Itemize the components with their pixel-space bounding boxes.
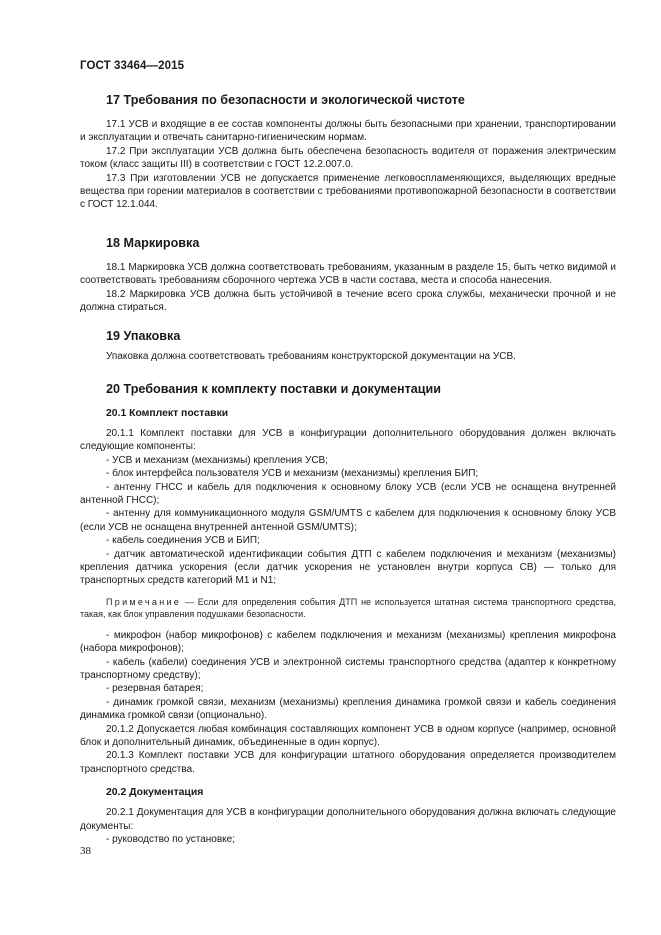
paragraph-17-1: 17.1 УСВ и входящие в ее состав компоненты должны быть безопасными при хранении, транспортировании и эксплуатации и отвечать санитарно-гигиеническим нормам.	[80, 119, 616, 144]
list-item: - резервная батарея;	[106, 683, 204, 695]
paragraph-19: Упаковка должна соответствовать требованиям конструкторской документации на УСВ.	[106, 351, 516, 363]
paragraph-20-1-2: 20.1.2 Допускается любая комбинация составляющих компонент УСВ в одном корпусе (например, основной блок и дополнительный динамик, объединенные в один корпус).	[80, 723, 616, 748]
list-item: - кабель соединения УСВ и БИП;	[106, 535, 260, 547]
document-code: ГОСТ 33464—2015	[80, 60, 185, 72]
page-number: 38	[80, 845, 91, 857]
section-17-title: 17 Требования по безопасности и экологической чистоте	[106, 93, 465, 107]
list-item: - блок интерфейса пользователя УСВ и механизм (механизмы) крепления БИП;	[106, 468, 479, 480]
list-item: - УСВ и механизм (механизмы) крепления УСВ;	[106, 454, 329, 466]
list-item: - динамик громкой связи, механизм (механизмы) крепления динамика громкой связи и кабель соединения динамика громкой связи (опционально).	[80, 696, 616, 722]
list-item: - руководство по установке;	[106, 834, 235, 846]
list-item: - датчик автоматической идентификации события ДТП с кабелем подключения и механизм (механизмы) крепления датчика ускорения (если датчик ускорения не установлен внутри корпуса СВ) — только для транспортных средств категорий М1 и N1;	[80, 548, 616, 587]
subsection-20-2-title: 20.2 Документация	[106, 787, 204, 799]
paragraph-20-1-1: 20.1.1 Комплект поставки для УСВ в конфигурации дополнительного оборудования должен включать следующие компоненты:	[80, 427, 616, 453]
paragraph-18-1: 18.1 Маркировка УСВ должна соответствовать требованиям, указанным в разделе 15, быть четко видимой и соответствовать требованиям сборочного чертежа УСВ в части состава, места и способа нанесения.	[80, 261, 616, 287]
paragraph-17-2: 17.2 При эксплуатации УСВ должна быть обеспечена безопасность водителя от поражения электрическим током (класс защиты III) в соответствии с ГОСТ 12.2.007.0.	[80, 145, 616, 171]
paragraph-20-1-3: 20.1.3 Комплект поставки УСВ для конфигурации штатного оборудования определяется производителем транспортного средства.	[80, 750, 616, 775]
page-content	[80, 90, 616, 846]
list-item: - антенну ГНСС и кабель для подключения к основному блоку УСВ (если УСВ не оснащена внутренней антенной ГНСС);	[80, 481, 616, 506]
subsection-20-1-title: 20.1 Комплект поставки	[106, 407, 229, 419]
list-item: - антенну для коммуникационного модуля GSM/UMTS с кабелем для подключения к основному блоку УСВ (если УСВ не оснащена внутренней антенной GSM/UMTS);	[80, 508, 616, 533]
note	[80, 596, 616, 621]
list-item: - микрофон (набор микрофонов) с кабелем подключения и механизм (механизмы) крепления микрофона (набора микрофонов);	[80, 629, 616, 655]
paragraph-20-2-1: 20.2.1 Документация для УСВ в конфигурации дополнительного оборудования должна включать следующие документы:	[80, 807, 616, 832]
section-18-title: 18 Маркировка	[106, 235, 200, 250]
note-label: Примечание	[106, 596, 182, 607]
section-19-title: 19 Упаковка	[106, 329, 181, 344]
section-20-title: 20 Требования к комплекту поставки и документации	[106, 381, 442, 396]
note-text: — Если для определения события ДТП не используется штатная система транспортного средства, такая, как блок управления подушками безопасности.	[80, 596, 616, 620]
list-item: - кабель (кабели) соединения УСВ и электронной системы транспортного средства (адаптер к конкретному транспортному средству);	[80, 656, 616, 681]
paragraph-17-3: 17.3 При изготовлении УСВ не допускается применение легковоспламеняющихся, выделяющих вредные вещества при горении материалов в соответствии с требованиями противопожарной безопасности в соответствии с ГОСТ 12.1.044.	[80, 172, 616, 211]
paragraph-18-2: 18.2 Маркировка УСВ должна быть устойчивой в течение всего срока службы, механически прочной и не должна стираться.	[80, 288, 616, 314]
